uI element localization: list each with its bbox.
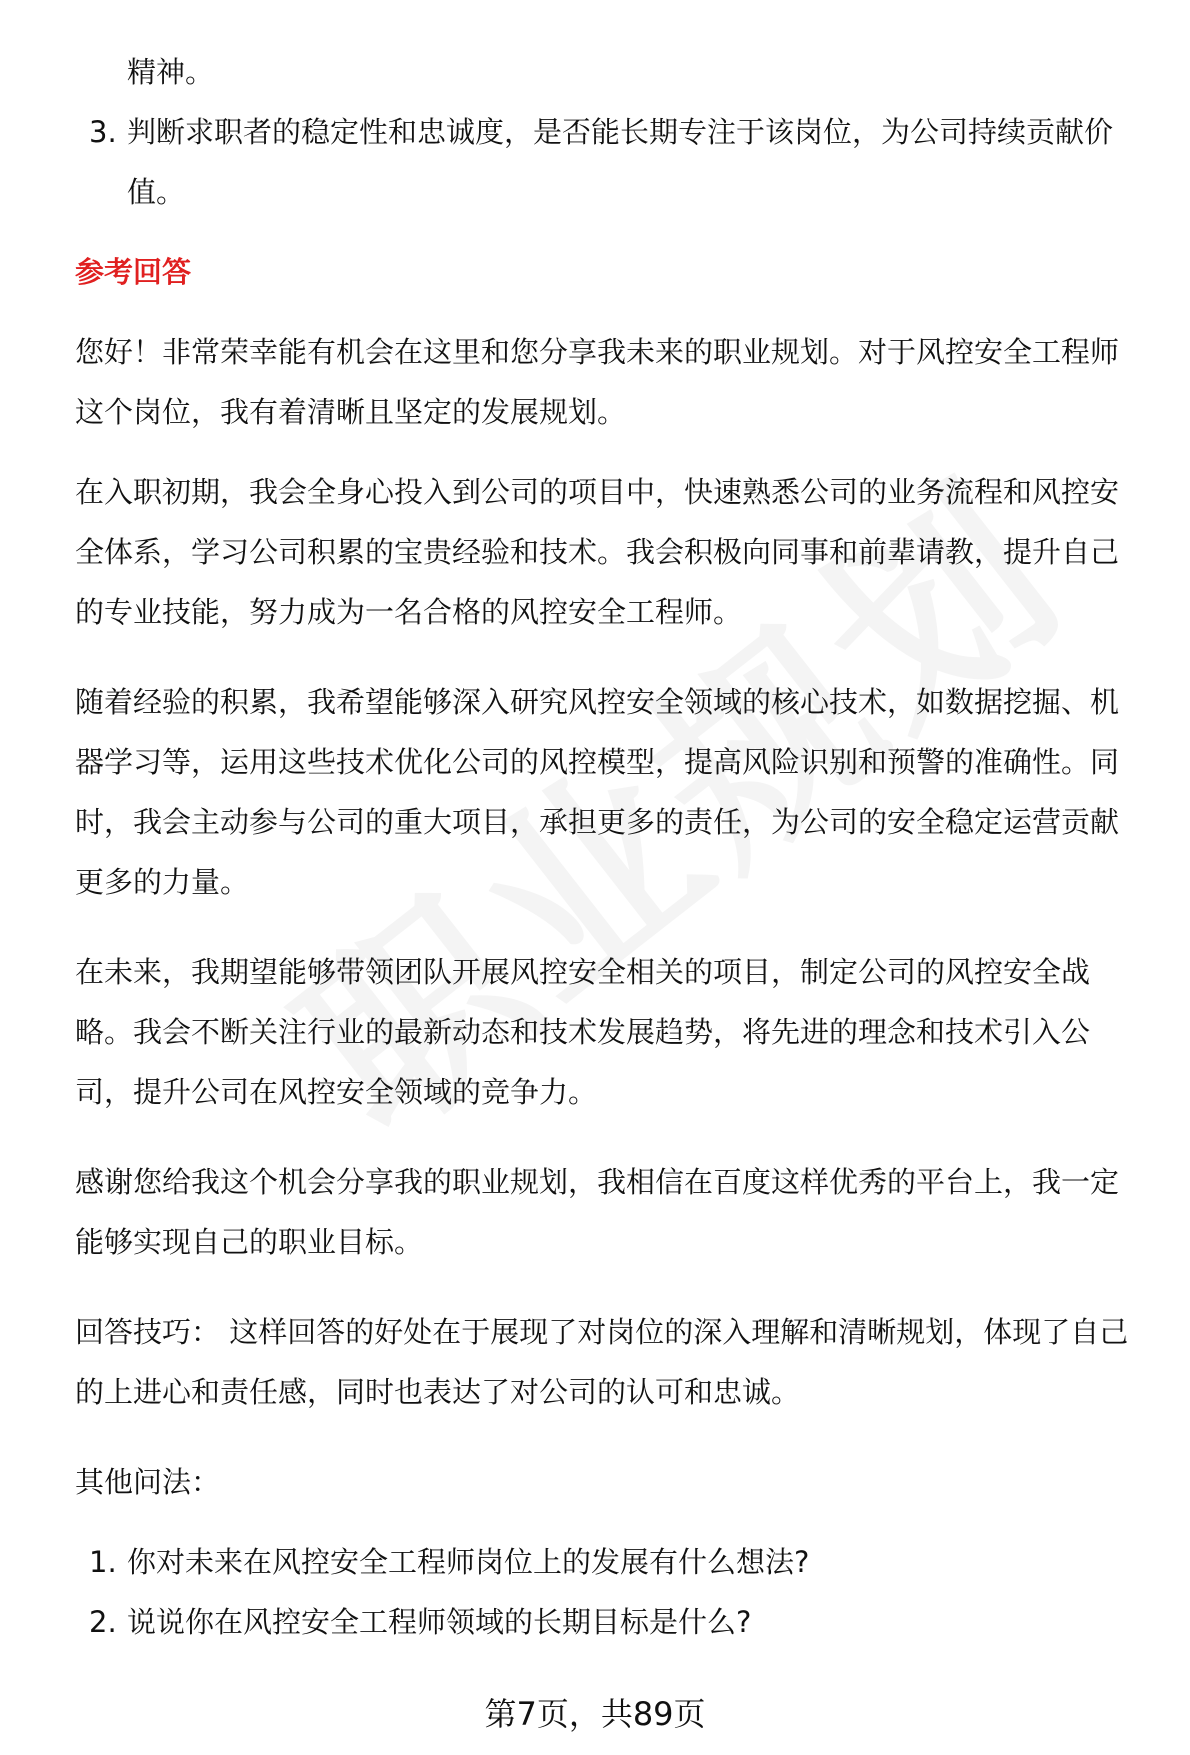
paragraph-line: 的专业技能，努力成为一名合格的风控安全工程师。	[75, 595, 743, 629]
paragraph-line: 器学习等，运用这些技术优化公司的风控模型，提高风险识别和预警的准确性。同	[75, 745, 1120, 779]
paragraph-line: 司，提升公司在风控安全领域的竞争力。	[75, 1075, 598, 1109]
other-questions-label: 其他问法：	[75, 1465, 221, 1499]
list-item-text: 说说你在风控安全工程师领域的长期目标是什么?	[127, 1605, 752, 1639]
answer-paragraph	[75, 942, 1090, 1122]
paragraph-line: 感谢您给我这个机会分享我的职业规划，我相信在百度这样优秀的平台上，我一定	[75, 1165, 1120, 1199]
list-item-text: 你对未来在风控安全工程师岗位上的发展有什么想法?	[127, 1545, 810, 1579]
paragraph-line: 全体系，学习公司积累的宝贵经验和技术。我会积极向同事和前辈请教，提升自己	[75, 535, 1120, 569]
paragraph-line: 在入职初期，我会全身心投入到公司的项目中，快速熟悉公司的业务流程和风控安	[75, 475, 1120, 509]
list-item-number: 2.	[89, 1605, 117, 1639]
list-item-3	[75, 102, 1175, 222]
answer-paragraph	[75, 462, 1119, 642]
list-item-2-continuation	[75, 42, 214, 102]
list-item-text: 值。	[127, 175, 186, 209]
paragraph-line: 能够实现自己的职业目标。	[75, 1225, 424, 1259]
other-question-item	[75, 1532, 1175, 1592]
list-item-text: 判断求职者的稳定性和忠诚度，是否能长期专注于该岗位，为公司持续贡献价	[127, 115, 1114, 149]
answer-paragraph	[75, 1152, 1119, 1272]
list-item-text: 精神。	[127, 55, 215, 89]
paragraph-line: 更多的力量。	[75, 865, 250, 899]
answer-paragraph	[75, 322, 1119, 442]
paragraph-line: 随着经验的积累，我希望能够深入研究风控安全领域的核心技术，如数据挖掘、机	[75, 685, 1120, 719]
list-item-number: 3.	[89, 115, 117, 149]
answer-tips	[75, 1302, 1128, 1422]
list-item-number: 1.	[89, 1545, 117, 1579]
paragraph-line: 略。我会不断关注行业的最新动态和技术发展趋势，将先进的理念和技术引入公	[75, 1015, 1091, 1049]
page-number-footer: 第7页，共89页	[484, 1695, 706, 1733]
paragraph-line: 回答技巧： 这样回答的好处在于展现了对岗位的深入理解和清晰规划，体现了自己	[75, 1315, 1129, 1349]
other-question-item	[75, 1592, 1175, 1652]
paragraph-line: 您好！非常荣幸能有机会在这里和您分享我未来的职业规划。对于风控安全工程师	[75, 335, 1120, 369]
paragraph-line: 的上进心和责任感，同时也表达了对公司的认可和忠诚。	[75, 1375, 801, 1409]
answer-paragraph	[75, 672, 1119, 912]
paragraph-line: 在未来，我期望能够带领团队开展风控安全相关的项目，制定公司的风控安全战	[75, 955, 1091, 989]
section-heading: 参考回答	[75, 255, 192, 289]
paragraph-line: 时，我会主动参与公司的重大项目，承担更多的责任，为公司的安全稳定运营贡献	[75, 805, 1120, 839]
paragraph-line: 这个岗位，我有着清晰且坚定的发展规划。	[75, 395, 627, 429]
